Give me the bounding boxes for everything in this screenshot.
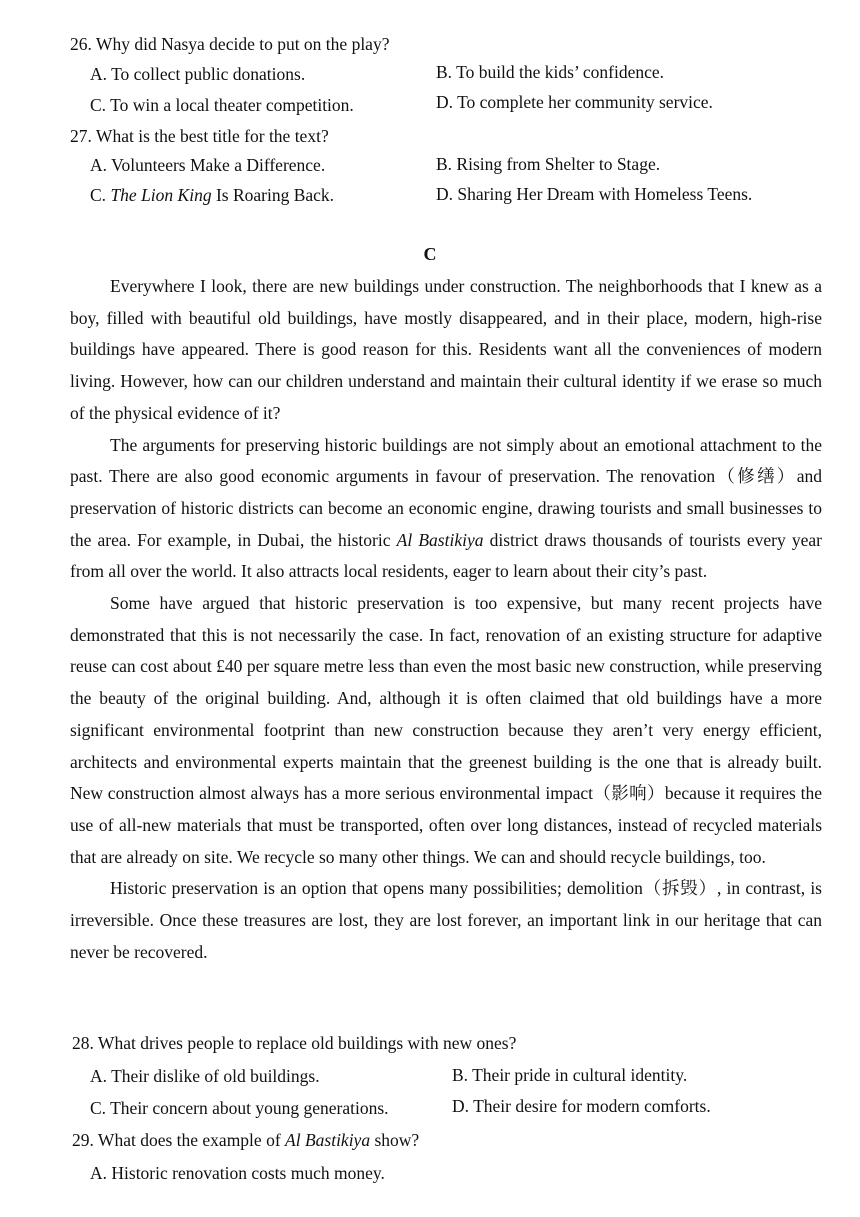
question-29-stem <box>72 1130 419 1151</box>
passage-paragraph-3: Some have argued that historic preservation is too expensive, but many recent projects have demonstrated that this is not necessarily the case. In fact, renovation of an existing structure for adaptive reuse can cost about £40 per square metre less than even the most basic new construction, while preserving the beauty of the original building. And, although it is often claimed that old buildings have a more significant environmental footprint than new construction because they aren’t very energy efficient, architects and environmental experts maintain that the greenest building is the one that is already built. New construction almost always has a more serious environmental impact（影响）because it requires the use of all-new materials that must be transported, often over long distances, instead of recycled materials that are already on site. We recycle so many other things. We can and should recycle buildings, too. <box>70 593 822 867</box>
question-28-option-a: A. Their dislike of old buildings. <box>90 1066 320 1086</box>
question-27-option-c <box>90 185 334 206</box>
reading-passage <box>70 271 822 968</box>
question-27-option-a: A. Volunteers Make a Difference. <box>90 155 326 175</box>
question-28-option-c: C. Their concern about young generations. <box>90 1098 389 1118</box>
paragraph-2-part-2: district draws thousands of tourists every year from all over the world. It also attracts local residents, eager to learn about their city’s past. <box>70 529 822 582</box>
question-26-stem: 26. Why did Nasya decide to put on the play? <box>70 34 390 54</box>
question-26-option-d: D. To complete her community service. <box>436 92 713 112</box>
question-29-stem-suffix: show? <box>370 1130 420 1150</box>
option-c-title: The Lion King <box>110 185 212 205</box>
question-28-option-d: D. Their desire for modern comforts. <box>452 1096 711 1116</box>
option-c-suffix: Is Roaring Back. <box>211 185 335 205</box>
question-29-place-name: Al Bastikiya <box>285 1130 371 1150</box>
question-29-stem-prefix: 29. What does the example of <box>72 1130 286 1150</box>
paragraph-2-part-1: The arguments for preserving historic buildings are not simply about an emotional attachment to the past. There are also good economic arguments in favour of preservation. The renovation（修缮）and preservation of historic districts can become an economic engine, drawing tourists and small businesses to the area. For example, in Dubai, the historic <box>70 434 822 550</box>
paragraph-2-place-name: Al Bastikiya <box>396 529 484 550</box>
passage-paragraph-2 <box>70 430 822 589</box>
question-26-option-b: B. To build the kids’ confidence. <box>436 62 665 82</box>
question-27-option-d: D. Sharing Her Dream with Homeless Teens. <box>436 184 753 204</box>
question-27-option-b: B. Rising from Shelter to Stage. <box>436 154 661 174</box>
passage-paragraph-1: Everywhere I look, there are new buildings under construction. The neighborhoods that I knew as a boy, filled with beautiful old buildings, have mostly disappeared, and in their place, modern, high-rise buildings have appeared. There is good reason for this. Residents want all the conveniences of modern living. However, how can our children understand and maintain their cultural identity if we erase so much of the physical evidence of it? <box>70 276 822 423</box>
option-c-prefix: C. <box>90 185 111 205</box>
passage-paragraph-4: Historic preservation is an option that opens many possibilities; demolition（拆毁）, in contrast, is irreversible. Once these treasures are lost, they are lost forever, an important link in our heritage that can never be recovered. <box>70 878 822 962</box>
section-title: C <box>423 244 437 264</box>
question-29-option-a: A. Historic renovation costs much money. <box>90 1163 385 1183</box>
question-27-stem: 27. What is the best title for the text? <box>70 126 329 146</box>
question-26-option-a: A. To collect public donations. <box>90 64 306 84</box>
question-26-option-c: C. To win a local theater competition. <box>90 95 354 115</box>
question-28-option-b: B. Their pride in cultural identity. <box>452 1065 688 1085</box>
question-28-stem: 28. What drives people to replace old buildings with new ones? <box>72 1033 517 1053</box>
